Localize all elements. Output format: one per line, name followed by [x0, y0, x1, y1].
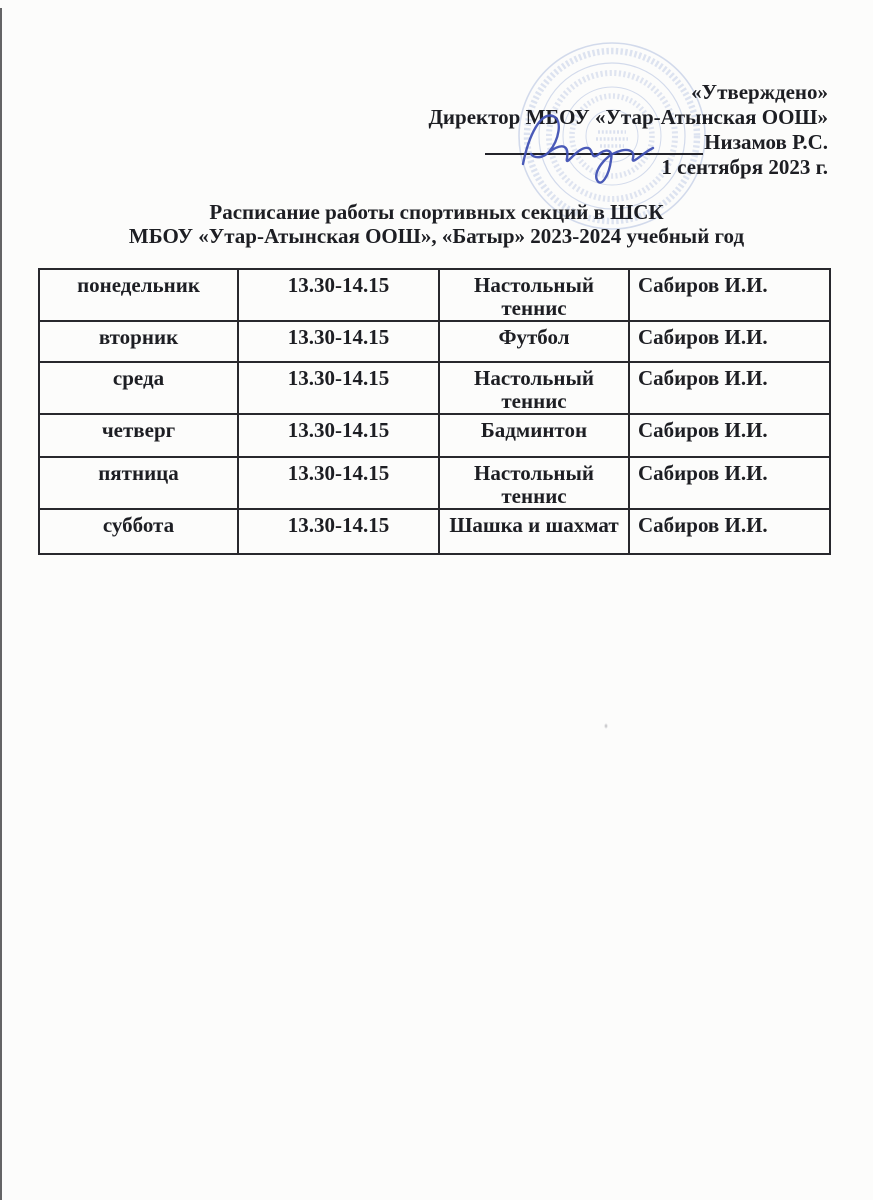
- signatory-name: Низамов Р.С.: [704, 130, 828, 154]
- coach-cell: Сабиров И.И.: [629, 414, 830, 457]
- table-row: [39, 321, 830, 362]
- time-cell: 13.30-14.15: [238, 457, 439, 509]
- coach-cell: Сабиров И.И.: [629, 457, 830, 509]
- day-cell: вторник: [39, 321, 238, 362]
- scan-speck-artifact: [604, 723, 608, 729]
- table-row: [39, 269, 830, 321]
- activity-cell: Настольный теннис: [439, 269, 629, 321]
- activity-cell: Футбол: [439, 321, 629, 362]
- coach-cell: Сабиров И.И.: [629, 321, 830, 362]
- activity-cell: Настольный теннис: [439, 457, 629, 509]
- time-cell: 13.30-14.15: [238, 509, 439, 554]
- table-row: [39, 509, 830, 554]
- table-row: [39, 362, 830, 414]
- coach-cell: Сабиров И.И.: [629, 269, 830, 321]
- coach-cell: Сабиров И.И.: [629, 509, 830, 554]
- activity-cell: Бадминтон: [439, 414, 629, 457]
- title-line-2: МБОУ «Утар-Атынская ООШ», «Батыр» 2023-2024 учебный год: [128, 223, 745, 248]
- table-row: [39, 414, 830, 457]
- approval-date: 1 сентября 2023 г.: [661, 155, 828, 179]
- time-cell: 13.30-14.15: [238, 321, 439, 362]
- director-signature: [505, 104, 715, 196]
- activity-cell: Шашка и шахмат: [439, 509, 629, 554]
- approval-heading: «Утверждено»: [691, 80, 828, 104]
- page-title: [0, 201, 873, 248]
- title-line-1: Расписание работы спортивных секций в ШСК: [209, 200, 664, 224]
- time-cell: 13.30-14.15: [238, 269, 439, 321]
- scan-edge-artifact: [0, 8, 2, 1200]
- table-row: [39, 457, 830, 509]
- day-cell: четверг: [39, 414, 238, 457]
- day-cell: пятница: [39, 457, 238, 509]
- day-cell: среда: [39, 362, 238, 414]
- coach-cell: Сабиров И.И.: [629, 362, 830, 414]
- approval-director-line: Директор МБОУ «Утар-Атынская ООШ»: [428, 105, 828, 129]
- schedule-table: [38, 268, 831, 555]
- activity-cell: Настольный теннис: [439, 362, 629, 414]
- time-cell: 13.30-14.15: [238, 362, 439, 414]
- schedule-table-body: [39, 269, 830, 554]
- time-cell: 13.30-14.15: [238, 414, 439, 457]
- day-cell: понедельник: [39, 269, 238, 321]
- day-cell: суббота: [39, 509, 238, 554]
